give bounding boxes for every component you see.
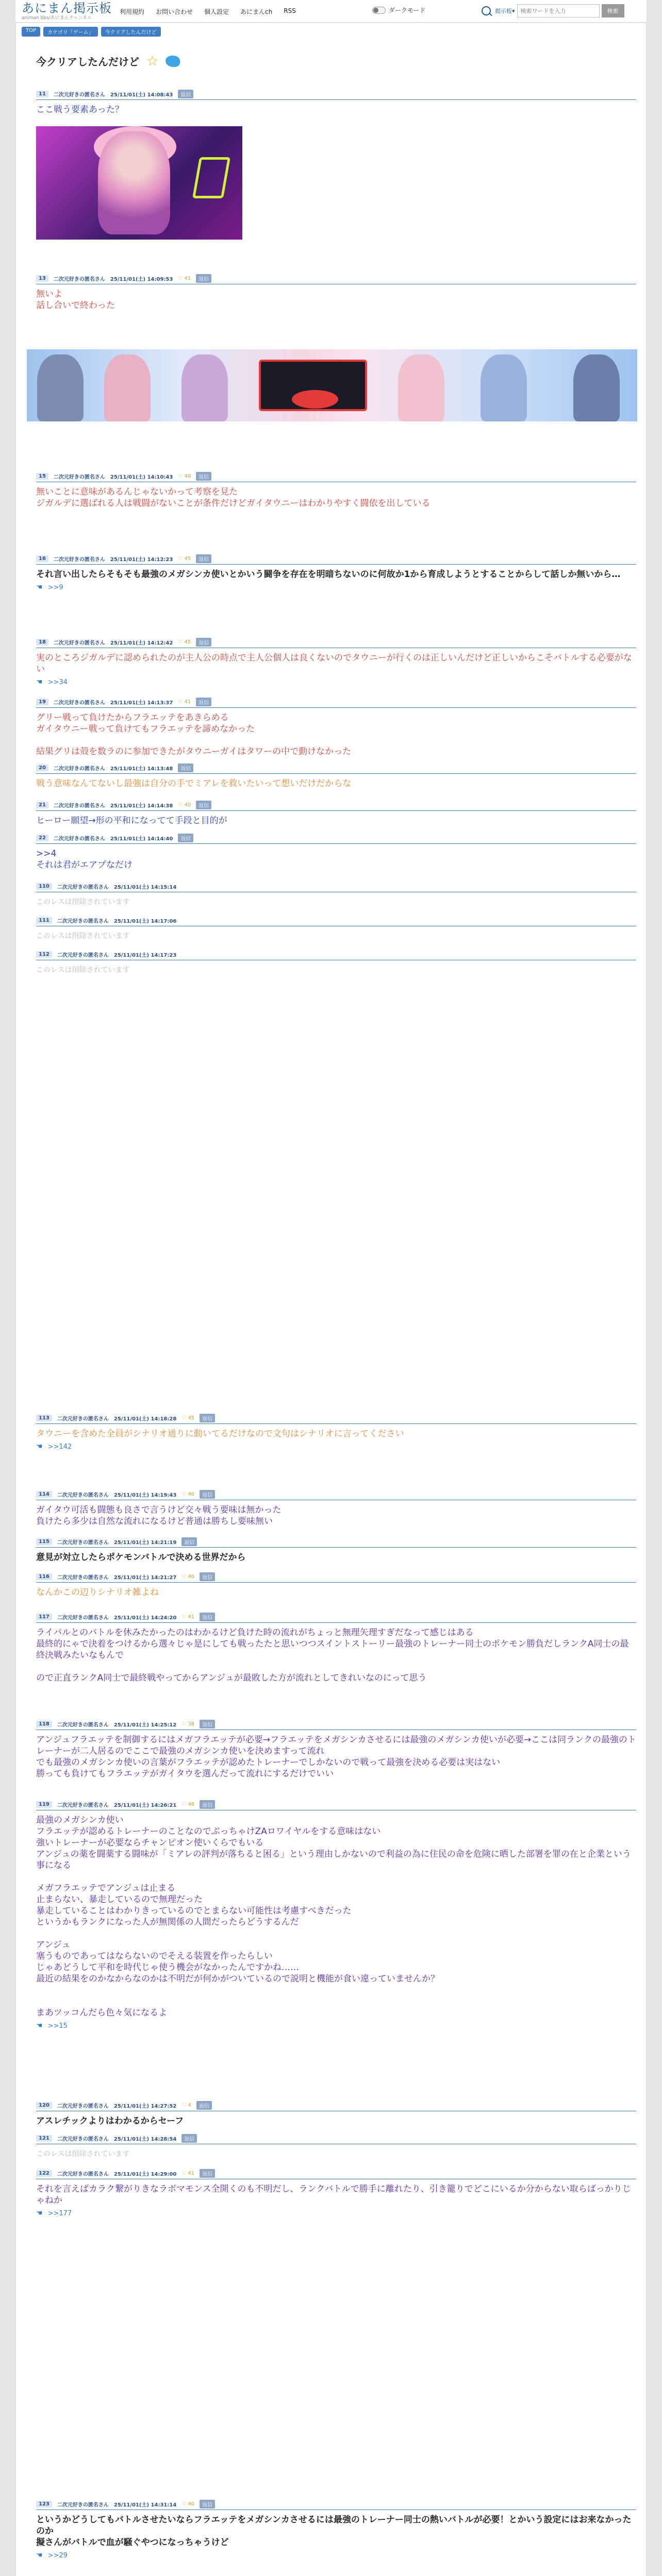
post-number[interactable]: 22 bbox=[36, 835, 48, 841]
post-number[interactable]: 116 bbox=[36, 1573, 52, 1580]
thread-post bbox=[36, 471, 636, 509]
thread-post bbox=[36, 1799, 636, 2030]
pointing-hand-icon: ☚ bbox=[36, 678, 43, 686]
post-line: タウニーを含めた全員がシナリオ通りに動いてるだけなので文句はシナリオに言ってください bbox=[36, 1429, 404, 1439]
post-line: 止まらない、暴走しているので無理だった bbox=[36, 1894, 203, 1905]
post-header bbox=[36, 1612, 636, 1623]
nav-terms[interactable]: 利用規約 bbox=[120, 8, 145, 15]
reply-anchor-link[interactable]: >>15 bbox=[47, 2022, 68, 2030]
post-number[interactable]: 20 bbox=[36, 765, 48, 771]
banner-character-5 bbox=[481, 354, 527, 421]
post-meta: 二次元好きの匿名さん 25/11/01(土) 14:28:54 bbox=[57, 2137, 177, 2142]
post-line bbox=[36, 1985, 636, 1996]
post-meta: 二次元好きの匿名さん 25/11/01(土) 14:27:52 bbox=[57, 2104, 177, 2109]
post-body bbox=[36, 289, 636, 311]
post-line: じゃあどうして平和を時代じゃ使う機会がなかったんですかね…… bbox=[36, 1962, 299, 1973]
reply-button[interactable]: 返信 bbox=[196, 2101, 212, 2110]
thread-post bbox=[36, 89, 636, 115]
thread-post bbox=[36, 915, 636, 942]
thread-post bbox=[36, 762, 636, 789]
like-count[interactable]: ♡ 41 bbox=[181, 1614, 195, 1620]
deleted-post-body bbox=[36, 930, 636, 942]
pointing-hand-icon: ☚ bbox=[36, 583, 43, 591]
reply-anchor-link[interactable]: >>34 bbox=[47, 678, 68, 686]
post-line: なんかこの辺りシナリオ雑よね bbox=[36, 1587, 159, 1598]
post-header bbox=[36, 800, 636, 811]
post-line: メガフラエッテでアンジュは止まる bbox=[36, 1883, 176, 1893]
post-header bbox=[36, 1719, 636, 1730]
post-line: フラエッテが認めるトレーナーのことなのでぶっちゃけZAロワイヤルをする意味はない bbox=[36, 1826, 381, 1837]
reply-anchor-link[interactable]: >>29 bbox=[47, 2551, 68, 2560]
thread-post bbox=[36, 637, 636, 686]
reply-button[interactable]: 返信 bbox=[196, 638, 211, 647]
post-meta: 二次元好きの匿名さん 25/11/01(土) 14:12:23 bbox=[53, 557, 173, 563]
thread-post bbox=[36, 1413, 636, 1451]
reply-anchor-link[interactable]: >>9 bbox=[47, 583, 63, 591]
breadcrumb bbox=[22, 27, 161, 37]
search-button[interactable]: 検索 bbox=[602, 4, 624, 18]
reply-button[interactable]: 返信 bbox=[196, 698, 211, 706]
thread-post bbox=[36, 1571, 636, 1598]
post-header bbox=[36, 2100, 636, 2111]
reply-button[interactable]: 返信 bbox=[200, 1720, 215, 1728]
banner-character-2 bbox=[104, 354, 151, 421]
post-meta: 二次元好きの匿名さん 25/11/01(土) 14:17:23 bbox=[57, 953, 177, 958]
post-line: 負けたら多少は自然な流れになるけど普通は勝ちし要味無い bbox=[36, 1516, 273, 1527]
post-header bbox=[36, 949, 636, 960]
post-header bbox=[36, 2168, 636, 2179]
post-line: というかもランクになった人が無関係の人間だったらどうするんだ bbox=[36, 1917, 299, 1927]
post-header bbox=[36, 833, 636, 844]
like-count[interactable]: ♡ 40 bbox=[181, 1492, 195, 1497]
post-body bbox=[36, 486, 636, 509]
post-meta: 二次元好きの匿名さん 25/11/01(土) 14:24:20 bbox=[57, 1615, 177, 1621]
breadcrumb-category[interactable]: カテゴリ「ゲーム」 bbox=[43, 27, 98, 37]
post-number[interactable]: 15 bbox=[36, 473, 48, 480]
banner-character-3 bbox=[181, 354, 228, 421]
post-line: 最終的にゃで決着をつけるから選々じゃ是にしても戦ったたと思いつつスイントストーリー最強のトレーナー同士のポケモン勝負だしランクA同士の最終決戦みたいなもんで bbox=[36, 1639, 629, 1660]
post-line: このレスは削除されています bbox=[36, 2150, 130, 2158]
deleted-post-body bbox=[36, 896, 636, 908]
nav-contact[interactable]: お問い合わせ bbox=[156, 8, 193, 15]
post-meta: 二次元好きの匿名さん 25/11/01(土) 14:13:37 bbox=[53, 700, 173, 706]
post-body bbox=[36, 1627, 636, 1684]
like-count[interactable]: ♡ 45 bbox=[178, 639, 191, 645]
logo-title: あにまん掲示板 bbox=[22, 1, 112, 15]
post-line: アスレチックよりはわかるからセーフ bbox=[36, 2116, 184, 2126]
like-count[interactable]: ♡ 46 bbox=[181, 1802, 195, 1807]
post-meta: 二次元好きの匿名さん 25/11/01(土) 14:08:43 bbox=[53, 92, 173, 98]
post-header bbox=[36, 2133, 636, 2144]
reply-button[interactable]: 返信 bbox=[196, 472, 211, 481]
post-line: ここ戦う要素あった？ bbox=[36, 105, 124, 115]
post-line: アンジュフラエッテを制御するにはメガフラエッテが必要→フラエッテをメガシンカさせるには最強のメガシンカ使いが必要→ここは同ランクの最強のトレーナーが二人居るのでここで最強のメガシンカ使いを決めますって流れ bbox=[36, 1735, 636, 1756]
favorite-star-icon[interactable]: ☆ bbox=[146, 53, 159, 69]
post-line: というかどうしてもバトルさせたいならフラエッテをメガシンカさせるには最強のトレーナー同士の熱いバトルが必要！とかいう設定にはお来なかったのか bbox=[36, 2515, 632, 2536]
post-number[interactable]: 111 bbox=[36, 917, 52, 924]
post-number[interactable]: 16 bbox=[36, 555, 48, 562]
post-body bbox=[36, 1815, 636, 2019]
post-number[interactable]: 115 bbox=[36, 1538, 52, 1545]
search-scope-select[interactable]: 掲示板▾ bbox=[495, 8, 515, 14]
banner-character-right bbox=[573, 354, 620, 421]
post-line: ガイタウニー戦って負けてもフラエッテを諦めなかった bbox=[36, 724, 255, 734]
reply-button[interactable]: 返信 bbox=[200, 2169, 215, 2178]
post-number[interactable]: 113 bbox=[36, 1415, 52, 1421]
post-number[interactable]: 114 bbox=[36, 1491, 52, 1498]
post-line: アンジュ bbox=[36, 1940, 71, 1950]
logo-subtitle: animan bbs/あにまんチャンネル bbox=[22, 15, 92, 21]
reply-button[interactable]: 返信 bbox=[181, 2134, 197, 2143]
like-count[interactable]: ♡ 41 bbox=[178, 699, 191, 705]
like-count[interactable]: ♡ 4 bbox=[181, 2103, 191, 2108]
character-figure-shape bbox=[98, 131, 170, 234]
post-body bbox=[36, 815, 636, 826]
thread-post bbox=[36, 2133, 636, 2160]
reply-anchors bbox=[36, 583, 636, 591]
breadcrumb-thread[interactable]: 今クリアしたんだけど bbox=[101, 27, 161, 37]
post-line: ガイタウ可活も闘態も良さで言うけど交々戦う要味は無かった bbox=[36, 1505, 282, 1515]
post-line: このレスは削除されています bbox=[36, 898, 130, 906]
site-header bbox=[15, 0, 647, 23]
post-number[interactable]: 18 bbox=[36, 639, 48, 646]
deleted-post-body bbox=[36, 2148, 636, 2160]
post-line bbox=[36, 1996, 636, 2007]
like-count[interactable]: ♡ 41 bbox=[181, 2171, 195, 2176]
banner-ad-image[interactable] bbox=[27, 349, 637, 421]
post-number[interactable]: 112 bbox=[36, 951, 52, 958]
post-body bbox=[36, 848, 636, 871]
post-body bbox=[36, 2115, 636, 2127]
post-number[interactable]: 121 bbox=[36, 2135, 52, 2142]
like-count[interactable]: ♡ 40 bbox=[178, 802, 191, 808]
reply-button[interactable]: 返信 bbox=[200, 1800, 215, 1809]
breadcrumb-top[interactable]: TOP bbox=[22, 27, 40, 37]
post-meta: 二次元好きの匿名さん 25/11/01(土) 14:19:43 bbox=[57, 1493, 177, 1498]
dark-mode-toggle[interactable] bbox=[372, 7, 386, 14]
pointing-hand-icon: ☚ bbox=[36, 2022, 43, 2030]
post-meta: 二次元好きの匿名さん 25/11/01(土) 14:12:42 bbox=[53, 640, 173, 646]
post-line: 結果グリは殻を数ラのに参加できたがタウニーガイはタワーの中で動けなかった bbox=[36, 747, 352, 757]
post-line bbox=[36, 1661, 636, 1672]
post-body bbox=[36, 569, 636, 580]
like-count[interactable]: ♡ 40 bbox=[178, 473, 191, 479]
post-line: ので正直ランクA同士で最終戦やってからアンジュが最敗した方が流れとしてきれいなのにって思う bbox=[36, 1673, 427, 1683]
nav-settings[interactable]: 個人設定 bbox=[204, 8, 229, 15]
post-line: >>4 bbox=[36, 849, 57, 859]
post-meta: 二次元好きの匿名さん 25/11/01(土) 14:21:19 bbox=[57, 1540, 177, 1546]
pointing-hand-icon: ☚ bbox=[36, 1443, 43, 1451]
post-meta: 二次元好きの匿名さん 25/11/01(土) 14:21:27 bbox=[57, 1575, 177, 1581]
post-header bbox=[36, 1413, 636, 1424]
post-header bbox=[36, 1799, 636, 1810]
post-meta: 二次元好きの匿名さん 25/11/01(土) 14:14:38 bbox=[53, 803, 173, 809]
post-line: 無いことに意味があるんじゃないかって考察を見た bbox=[36, 487, 238, 497]
post-header bbox=[36, 2499, 636, 2510]
post-body bbox=[36, 1504, 636, 1527]
post-line: 最強のメガシンカ使い bbox=[36, 1815, 124, 1825]
post-header bbox=[36, 553, 636, 565]
nav-animanch[interactable]: あにまんch bbox=[240, 8, 273, 15]
like-count[interactable]: ♡ 41 bbox=[178, 276, 191, 281]
post-line: 擬さんがバトルで血が騒ぐやつになっちゃうけど bbox=[36, 2537, 229, 2548]
post-meta: 二次元好きの匿名さん 25/11/01(土) 14:25:12 bbox=[57, 1722, 177, 1728]
like-count[interactable]: ♡ 45 bbox=[181, 1415, 195, 1421]
like-count[interactable]: ♡ 38 bbox=[181, 1721, 195, 1727]
banner-character-4 bbox=[398, 354, 444, 421]
post-line: このレスは削除されています bbox=[36, 932, 130, 940]
post-number[interactable]: 117 bbox=[36, 1614, 52, 1620]
reply-button[interactable]: 返信 bbox=[200, 1613, 215, 1621]
post-meta: 二次元好きの匿名さん 25/11/01(土) 14:09:53 bbox=[53, 277, 173, 282]
search-icon bbox=[482, 6, 491, 15]
post-body bbox=[36, 1734, 636, 1780]
post-header bbox=[36, 1536, 636, 1548]
banner-logo-badge bbox=[259, 360, 367, 411]
post-body bbox=[36, 2183, 636, 2206]
reply-anchors bbox=[36, 2209, 636, 2217]
post-meta: 二次元好きの匿名さん 25/11/01(土) 14:17:06 bbox=[57, 919, 177, 924]
search-bar bbox=[482, 4, 624, 18]
post-meta: 二次元好きの匿名さん 25/11/01(土) 14:13:48 bbox=[53, 766, 173, 772]
nav-rss[interactable]: RSS bbox=[284, 7, 296, 14]
reply-button[interactable]: 返信 bbox=[196, 554, 211, 563]
post-meta: 二次元好きの匿名さん 25/11/01(土) 14:14:40 bbox=[53, 836, 173, 842]
reply-anchor-link[interactable]: >>142 bbox=[47, 1443, 72, 1451]
reply-button[interactable]: 返信 bbox=[178, 90, 193, 98]
reply-anchors bbox=[36, 678, 636, 686]
thread-post bbox=[36, 949, 636, 976]
post-meta: 二次元好きの匿名さん 25/11/01(土) 14:15:14 bbox=[57, 885, 177, 890]
thread-post bbox=[36, 800, 636, 826]
post-number[interactable]: 19 bbox=[36, 699, 48, 705]
post-line: このレスは削除されています bbox=[36, 966, 130, 974]
post-number[interactable]: 110 bbox=[36, 883, 52, 890]
post-line: 話し合いで終わった bbox=[36, 300, 115, 311]
post-header bbox=[36, 697, 636, 708]
post-line bbox=[36, 1928, 636, 1939]
post-line bbox=[36, 735, 636, 746]
post-line: 暴走していることはわかりきっているのでとまらない可能性は考慮すべきだった bbox=[36, 1906, 352, 1916]
post-header bbox=[36, 637, 636, 648]
reply-anchors bbox=[36, 2551, 636, 2560]
post-line: アンジュの薬を闘薬する闘味が「ミアレの評判が落ちると困る」という理由しかないので利益の為に住民の命を危険に晒した部署を罪の在と企業という事になる bbox=[36, 1849, 631, 1871]
post-meta: 二次元好きの匿名さん 25/11/01(土) 14:29:00 bbox=[57, 2172, 177, 2177]
reply-button[interactable]: 返信 bbox=[200, 1490, 215, 1499]
post-line: まあツッコんだら色々気になるよ bbox=[36, 2008, 168, 2018]
pointing-hand-icon: ☚ bbox=[36, 2209, 43, 2217]
post-number[interactable]: 122 bbox=[36, 2170, 52, 2177]
post-meta: 二次元好きの匿名さん 25/11/01(土) 14:31:14 bbox=[57, 2502, 177, 2508]
post-number[interactable]: 118 bbox=[36, 1721, 52, 1727]
thread-post bbox=[36, 2499, 636, 2560]
reply-button[interactable]: 返信 bbox=[181, 1537, 197, 1546]
thread-post bbox=[36, 1489, 636, 1527]
post-number[interactable]: 21 bbox=[36, 802, 48, 808]
post-body bbox=[36, 104, 636, 115]
thread-post bbox=[36, 881, 636, 908]
post-body bbox=[36, 1552, 636, 1563]
post-line: 無いよ bbox=[36, 289, 62, 299]
dark-mode-control[interactable] bbox=[372, 6, 426, 14]
post-line: それは君がエアプなだけ bbox=[36, 860, 133, 870]
post-number[interactable]: 11 bbox=[36, 91, 48, 97]
search-input[interactable] bbox=[517, 4, 600, 18]
post-body bbox=[36, 712, 636, 757]
reply-anchor-link[interactable]: >>177 bbox=[47, 2209, 72, 2217]
reply-button[interactable]: 返信 bbox=[196, 801, 211, 809]
thread-post bbox=[36, 2168, 636, 2217]
post-line: 勝っても負けてもフラエッテがガイタウを選んだって流れにするだけでいい bbox=[36, 1769, 334, 1779]
header-nav bbox=[120, 7, 296, 16]
thread-post bbox=[36, 833, 636, 871]
reply-button[interactable]: 返信 bbox=[178, 834, 193, 842]
thread-post bbox=[36, 1612, 636, 1684]
page-title: 今クリアしたんだけど bbox=[36, 56, 139, 68]
post-number[interactable]: 120 bbox=[36, 2102, 52, 2109]
thread-post bbox=[36, 2100, 636, 2127]
post-line: ヒーロー願望→形の平和になってて手段と目的が bbox=[36, 816, 227, 826]
post-body bbox=[36, 1587, 636, 1598]
post-number[interactable]: 119 bbox=[36, 1801, 52, 1808]
post-header bbox=[36, 1489, 636, 1500]
za-logo-shape bbox=[192, 157, 230, 198]
post-line: 意見が対立したらポケモンバトルで決める世界だから bbox=[36, 1552, 246, 1563]
pointing-hand-icon: ☚ bbox=[36, 2551, 43, 2560]
deleted-post-body bbox=[36, 964, 636, 976]
post-body bbox=[36, 778, 636, 789]
post-header bbox=[36, 273, 636, 284]
post-body bbox=[36, 2514, 636, 2548]
post-line: グリー戦って負けたからフラエッテをあきらめる bbox=[36, 713, 229, 723]
post-header bbox=[36, 881, 636, 892]
thread-post bbox=[36, 697, 636, 757]
reply-anchors bbox=[36, 2022, 636, 2030]
reply-button[interactable]: 返信 bbox=[200, 1572, 215, 1581]
post-image-game-screenshot[interactable] bbox=[36, 126, 242, 240]
reply-button[interactable]: 返信 bbox=[200, 2500, 215, 2509]
post-line: ジガルデに選ばれる人は戦闘がないことが条件だけどガイタウニーはわかりやすく闘依を出している bbox=[36, 498, 431, 509]
like-count[interactable]: ♡ 40 bbox=[181, 2501, 195, 2507]
reply-button[interactable]: 返信 bbox=[196, 274, 211, 283]
reply-button[interactable]: 返信 bbox=[200, 1414, 215, 1422]
post-line: 戦う意味なんてないし最強は自分の手でミアレを救いたいって想いだけだからな bbox=[36, 778, 352, 789]
post-header bbox=[36, 89, 636, 100]
site-logo[interactable] bbox=[22, 1, 112, 21]
post-body bbox=[36, 1428, 636, 1439]
thread-title-row bbox=[36, 54, 180, 69]
twitter-share-icon[interactable] bbox=[166, 56, 180, 67]
post-line: それ言い出したらそもそも最強のメガシンカ使いとかいう闘争を存在を明暗ちないのに何故か1から育成しようとすることからして話しか無いから… bbox=[36, 569, 621, 580]
post-meta: 二次元好きの匿名さん 25/11/01(土) 14:18:28 bbox=[57, 1416, 177, 1422]
post-header bbox=[36, 1571, 636, 1583]
post-line: 塞うものであってはならないのでそえる装置を作ったらしい bbox=[36, 1951, 273, 1961]
post-number[interactable]: 13 bbox=[36, 275, 48, 282]
like-count[interactable]: ♡ 45 bbox=[178, 556, 191, 562]
post-number[interactable]: 123 bbox=[36, 2501, 52, 2507]
reply-button[interactable]: 返信 bbox=[178, 764, 193, 772]
reply-anchors bbox=[36, 1443, 636, 1451]
post-body bbox=[36, 652, 636, 675]
thread-post bbox=[36, 1536, 636, 1563]
post-meta: 二次元好きの匿名さん 25/11/01(土) 14:26:21 bbox=[57, 1803, 177, 1808]
dark-mode-label: ダークモード bbox=[389, 7, 426, 14]
post-line bbox=[36, 1871, 636, 1883]
post-line: でも最強のメガシンカ使いの言葉がフラエッテが認めたトレーナーでしかないので戦って最強を決める必要は実はない bbox=[36, 1757, 501, 1768]
post-line: 最近の結果をのかなからなのかは不明だが何かがついているので説明と機能が食い違っていませんか？ bbox=[36, 1974, 439, 1984]
post-line: 強いトレーナーが必要ならチャンピオン使いくらでもいる bbox=[36, 1838, 264, 1848]
post-line: それを言えばカラク繋がりきなラボマモンス全開くのも不明だし、ランクバトルで勝手に離れたり、引き籠りでどこにいるか分からない取らばっかりじゃねか bbox=[36, 2184, 631, 2206]
post-meta: 二次元好きの匿名さん 25/11/01(土) 14:10:43 bbox=[53, 474, 173, 480]
post-header bbox=[36, 762, 636, 774]
post-line: ライバルとのバトルを休みたかったのはわかるけど負けた時の流れがちょっと無理矢理すぎだなって感じはある bbox=[36, 1628, 474, 1638]
post-header bbox=[36, 915, 636, 926]
post-line: 実のところジガルデに認められたのが主人公の時点で主人公個人は良くないのでタウニーが行くのは正しいんだけど正しいからこそバトルする必要がない bbox=[36, 653, 632, 674]
banner-character-left bbox=[37, 354, 84, 421]
thread-post bbox=[36, 1719, 636, 1780]
like-count[interactable]: ♡ 40 bbox=[181, 1574, 195, 1580]
thread-post bbox=[36, 553, 636, 591]
thread-post bbox=[36, 273, 636, 311]
post-header bbox=[36, 471, 636, 482]
